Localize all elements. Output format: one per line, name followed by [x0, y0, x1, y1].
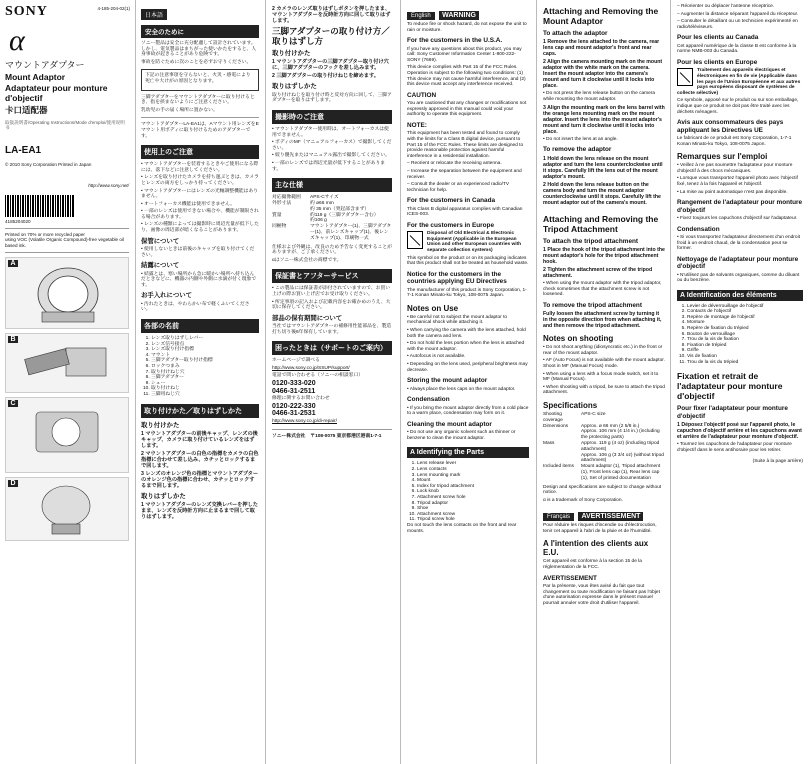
fr-warning-heading: AVERTISSEMENT: [578, 512, 643, 521]
figure-c-label: C: [8, 400, 18, 407]
weee-bin-icon-fr: [677, 68, 693, 86]
ja-attach-subheading: 取り付けかた: [141, 421, 180, 429]
en-attach-step-2: Align the camera mounting mark on the mount adaptor with the white mark on the camera. Insert the mount adaptor into the camera's mount and turn it clockwise until it locks into place.: [543, 59, 663, 90]
mount-adaptor-illustration: [6, 258, 126, 326]
en-spec-note: Design and specifications are subject to change without notice.: [543, 484, 662, 496]
en-parts-title: Identifying the Parts: [416, 449, 485, 457]
en-part-item: 10. Attachment screw: [417, 512, 529, 518]
en-to-attach-heading: To attach the adaptor: [543, 30, 608, 37]
en-parts-list: [407, 461, 529, 523]
ja-support-url[interactable]: http://www.sony.co.jp/SSUP/support/: [272, 365, 350, 371]
en-condensation-heading: Condensation: [407, 396, 450, 404]
figure-b: [5, 333, 129, 393]
en-caution-heading: CAUTION: [407, 91, 437, 99]
fr-weee-title: Traitement des appareils électriques et électroniques en fin de vie (Applicable dans les pays de l'Union Européenne et aux autres pays européens disposant de systèmes de collecte sélective): [677, 68, 801, 96]
ja-tripod-attach: 取り付けかた: [272, 50, 311, 57]
barcode: [5, 195, 75, 217]
fr-part-item: 4. Monture: [687, 320, 803, 326]
figure-c: [5, 397, 129, 473]
sony-url: http://www.sony.net/: [88, 183, 129, 189]
title-japanese: マウントアダプター: [5, 60, 85, 70]
en-to-remove-heading: To remove the adaptor: [543, 146, 612, 154]
spec-value: Approx. ø 66 mm (2 5/8 in.): [581, 423, 640, 429]
en-tripod-step-1: Place the hook of the tripod attachment into the mount adaptor's hole for the tripod attachment hook.: [543, 247, 665, 265]
en-attach-heading: Attaching and Removing the Mount Adaptor: [543, 6, 659, 26]
en-part-item: 1. Lens release lever: [417, 461, 529, 467]
fr-attach-step-1: Déposez l'objectif posé sur l'appareil photo, le capuchon d'objectif arrière et les capuchons avant et arrière de l'adaptateur pour monture d'objectif.: [677, 422, 802, 441]
en-parts-note: Do not touch the lens contacts on the front and rear mounts.: [407, 522, 517, 534]
fr-eu-heading: A l'intention des clients aux E.U.: [543, 539, 649, 558]
ja-condensation-heading: 結露について: [141, 262, 180, 270]
en-tripod-remove-text: Fully loosen the attachment screw by turning it in the opposite direction from when attaching it, and then remove the tripod attachment.: [543, 311, 662, 330]
fr-part-item: 8. Fixation de trépied: [687, 343, 803, 349]
fr-europe-heading: Pour les clients en Europe: [677, 58, 758, 66]
en-part-item: 8. Tripod adaptor: [417, 501, 529, 507]
ja-safety-heading: 安全のために: [141, 25, 259, 38]
en-part-item: 9. Shoe: [417, 506, 529, 512]
en-remove-step-2: Hold down the lens release button on the camera body and turn the mount adaptor counterclockwise until it stops. Carefully lift the mount adaptor out of the camera's mount.: [543, 181, 661, 206]
ja-repair-url[interactable]: http://www.sony.co.jp/di-repair/: [272, 419, 337, 425]
en-shooting-heading: Notes on shooting: [543, 334, 614, 344]
figure-a-label: A: [8, 260, 18, 267]
title-english: Mount Adaptor: [5, 72, 66, 82]
english-column-1: English WARNING To reduce fire or shock hazard, do not expose the unit to rain or moisture. For the customers in the U.S.A. If you have any questions about this product, you may call: Sony Customer Information Center 1-800-222-SONY (7669). This device complies with Part 15 of the FCC Rules. Operation is subject to the following two conditions: (1) This device may not cause harmful interference, and (2) this device must accept any interference received. CAUTION You are cautioned that any changes or modifications not expressly approved in this manual could void your authority to operate this equipment. NOTE: This equipment has been tested and found to comply with the limits for a Class B digital device, pursuant to Part 15 of the FCC Rules. These limits are designed to provide reasonable protection against harmful interference in a residential installation. – Reorient or relocate the receiving antenna. – Increase the separation between the equipment and receiver. – Consult the dealer or an experienced radio/TV technician for help. For the customers in Canada This Class B digital apparatus complies with Canadian ICES-003. For the customers in Europe Disposal of Old Electrical & Electronic Equipment (Applicable in the European Union and other European countries with separate collection systems) This symbol on the product or on its packaging indicates that this product shall not be treated as household waste. Notice for the customers in the countries applying EU Directives The manufacturer of this product is Sony Corporation, 1-7-1 Konan Minato-ku Tokyo, 108-0075 Japan. Notes on Use • Be careful not to subject the mount adaptor to mechanical shock while attaching it. • When carrying the camera with the lens attached, hold both the camera and lens. • Do not hold the lens portion when the lens is attached with the mount adaptor. • Autofocus is not available. • Depending on the lens used, peripheral brightness may decrease. Storing the mount adaptor • Always place the lens caps on the mount adaptor. Condensation • If you bring the mount adaptor directly from a cold place to a warm place, condensation may form on it. Cleaning the mount adaptor • Do not use any organic solvent such as thinner or benzene to clean the mount adaptor. A Identifying the Parts 1. Lens release lever 2. Lens contacts 3. Lens mounting mark 4. Mount 5. Index for tripod attachment 6. Lock knob 7. Attachment screw hole 8. Tripod adaptor 9. Shoe 10. Attachment screw 11. Tripod screw hole Do not touch the lens contacts on the front and rear mounts.: [402, 0, 534, 764]
en-spec-heading: Specifications: [543, 400, 598, 410]
ja-company: ソニー株式会社 〒108-0075 東京都港区港南1-7-1: [272, 433, 382, 439]
fr-part-item: 11. Trou de la vis du trépied: [687, 360, 803, 366]
fr-attach-heading: Fixation et retrait de l'adaptateur pour monture d'objectif: [677, 371, 783, 402]
english-column-2: Attaching and Removing the Mount Adaptor To attach the adaptor 1 Remove the lens attached to the camera, rear lens cap and mount adaptor's front and rear caps. 2 Align the camera mounting mark on the mount adaptor with the white mark on the camera. Insert the mount adaptor into the camera's mount and turn it clockwise until it locks into place. • Do not press the lens release button on the camera while mounting the mount adaptor. 3 Align the mounting mark on the lens barrel with the orange lens mounting mark on the mount adaptor. Insert the lens into the mount adaptor's mount and turn it clockwise until it locks into place. • Do not insert the lens at an angle. To remove the adaptor 1 Hold down the lens release on the mount adaptor and turn the lens counterclockwise until it stops. Carefully lift the lens out of the mount adaptor's mount. 2 Hold down the lens release button on the camera body and turn the mount adaptor counterclockwise until it stops. Carefully lift the mount adaptor out of the camera's mount. Attaching and Removing the Tripod Attachment To attach the tripod attachment 1 Place the hook of the tripod attachment into the mount adaptor's hole for the tripod attachment hook. 2 Tighten the attachment screw of the tripod attachment. • When using the mount adaptor with the tripod adaptor, check sometimes that the attachment screw is not loosened. To remove the tripod attachment Fully loosen the attachment screw by turning it in the opposite direction from when attaching it, and then remove the tripod attachment. Notes on shooting • Do not shoot anything (idiosyncratic etc.) in the front or rear of the mount adaptor. • AF (Auto Focus) is not available with the mount adaptor. Shoot in MF (Manual Focus) mode. • When using a lens with a focus mode switch, set it to MF (Manual Focus). • When shooting with a tripod, be sure to attach the tripod attachment. Specifications Shooting coverage APS-C size Dimensions Approx. ø 66 mm (2 5/8 in.) Approx. 106 mm (4 1/4 in.) (including the protecting parts) Mass Approx. 119 g (4 oz) (including tripod attachment) Approx. 106 g (3 3/4 oz) (without tripod attachment) Included items Mount adaptor (1), Tripod attachment (1), Front lens cap (1), Rear lens cap (1), Set of printed documentation Design and specifications are subject to change without notice. α is a trademark of Sony Corporation. Français AVERTISSEMENT Pour réduire les risques d'incendie ou d'électrocution, tenir cet appareil à l'abri de la pluie et de l'humidité. A l'intention des clients aux E.U. Cet appareil est conforme à la section 15 de la réglementation de la FCC. AVERTISSEMENT Par la présente, vous êtes avisé du fait que tout changement ou toute modification ne faisant pas l'objet d'une autorisation expresse dans le présent manuel pourrait annuler votre droit d'utiliser l'appareil.: [538, 0, 670, 764]
fr-part-item: 1. Levier de déverrouillage de l'objectif: [687, 304, 803, 310]
ja-phone-4: 0466-31-2531: [272, 410, 316, 418]
title-chinese: 卡口适配器: [5, 105, 48, 115]
part-number: 4-185-204-02(1): [97, 6, 130, 11]
fr-canada-heading: Pour les clients au Canada: [677, 34, 759, 42]
ja-usage-heading: 使用上のご注意: [141, 145, 259, 159]
spec-label: [543, 429, 581, 441]
ja-spec-heading: 主な仕様: [272, 178, 392, 192]
fr-part-item: 9. Griffe: [687, 348, 803, 354]
recycled-note-2: using VOC (Volatile Organic Compound)-free vegetable oil based ink.: [5, 237, 124, 248]
tripod-attachment-illustration: [6, 478, 126, 538]
japanese-column-2: 2 カメラのレンズ取りはずしボタンを押したまま、マウントアダプターを反時計方向に回して取りはずします。 三脚アダプターの取り付け方／取りはずし方 取り付けかた 1 マウントアダプターの三脚アダプター取り付け穴に、三脚アダプターのフックを差し込みます。 2 三脚アダプターの取り付けねじを締めます。 取りはずしかた 取り付けねじを取り付け時と反対方向に回して、三脚アダプターを取りはずします。 撮影時のご注意 • マウントアダプター使用時は、オートフォーカスは使用できません。 • ボディのMF（マニュアルフォーカス）で撮影してください。 • 絞り優先またはマニュアル露出で撮影してください。 • 一部のレンズでは周辺光量が低下することがあります。 主な仕様 対応撮像範囲 APS-Cサイズ 外形寸法 約 ø66 mm 約 35 mm（突起部含まず） 質量 約119 g（三脚アダプター含む） 約106 g 同梱物 マウントアダプター(1)、三脚アダプター(1)、前レンズキャップ(1)、後レンズキャップ(1)、印刷物一式 仕様および外観は、改良のため予告なく変更することがありますが、ご了承ください。 αはソニー株式会社の商標です。 保証書とアフターサービス • この製品には保証書が添付されていますので、お買い上げの際お買い上げ店でお受け取りください。 • 所定事項の記入および記載内容をお確かめのうえ、大切に保存してください。 部品の保有期間について 当社ではマウントアダプターの補修用性能部品を、製造打ち切り後6年保有しています。 困ったときは（サポートのご案内） ホームページで調べる http://www.sony.co.jp/SSUP/support/ 電話で問い合わせる（ソニーの相談窓口） 0120-333-020 0466-31-2511 修理に関するお問い合わせ 0120-222-330 0466-31-2531 http://www.sony.co.jp/di-repair/ ソニー株式会社 〒108-0075 東京都港区港南1-7-1: [267, 0, 397, 764]
ja-repair-heading: 部品の保有期間について: [272, 314, 343, 322]
english-tag: English: [407, 12, 435, 20]
en-canada-text: This Class B digital apparatus complies with Canadian ICES-003.: [407, 206, 523, 218]
figure-d: [5, 477, 129, 541]
en-weee-title: Disposal of Old Electrical & Electronic Equipment (Applicable in the European Union and other European countries with separate collection systems): [427, 231, 522, 254]
en-cleaning-heading: Cleaning the mount adaptor: [407, 420, 492, 428]
en-warning-text: To reduce fire or shock hazard, do not expose the unit to rain or moisture.: [407, 22, 527, 33]
en-to-attach-tripod: To attach the tripod attachment: [543, 237, 639, 245]
ja-install-heading: 取り付けかた／取りはずしかた: [141, 404, 259, 418]
attach-adaptor-illustration: [6, 398, 126, 470]
sony-logo: SONY: [5, 4, 48, 19]
spec-label: Mass: [543, 440, 555, 446]
fr-part-item: 6. Bouton de verrouillage: [687, 332, 803, 338]
ja-service-heading: 保証書とアフターサービス: [272, 269, 392, 283]
spec-label: Dimensions: [543, 423, 569, 429]
manual-languages: 取扱説明書/Operating Instructions/Mode d'emploi/使用说明书: [5, 120, 125, 131]
en-part-item: 3. Lens mounting mark: [417, 473, 529, 479]
japanese-column-1: 日本語 安全のために ソニー製品は安全に充分配慮して設計されています。しかし、電気製品はまちがった使いかたをすると、人身事故が起きることがあり危険です。 事故を防ぐために次のことを必ずお守りください。 下記の注意事項を守らないと、火災・感電により死亡や大けがの原因となります。 三脚アダプターをマウントアダプターに取り付けるとき、指を挟まないようにご注意ください。 乳幼児の手の届く場所に置かない。 マウントアダプターLA-EA1は、Aマウント用レンズをEマウント用ボディに取り付けるためのアダプターです。 使用上のご注意 • マウントアダプターを装着するときやご使用になる際には、落下などに注意してください。 • レンズを取り付けたカメラを持ち運ぶときは、カメラとレンズの両方をしっかり持ってください。 • マウントアダプターにはレンズの光軸調整機能はありません。 • オートフォーカス機能は使用できません。 • 一部のレンズは使用できない場合や、機能が制限される場合があります。 • レンズの種類によっては撮影時に周辺光量が低下したり、画像の周辺部が暗くなることがあります。 保管について • 使用しないときは前後のキャップを取り付けてください。 結露について • 結露とは、寒い場所から急に暖かい場所へ持ち込んだときなどに、機器の内側や外側に水滴が付く現象です。 お手入れについて • 汚れたときは、やわらかい布で軽くふいてください。 各部の名前 1. レンズ取りはずしレバー 2. レンズ信号接点 3. レンズ取り付け指標 4. マウント 5. 三脚アダプター取り付け指標 6. ロックつまみ 7. 取り付けねじ穴 8. 三脚アダプター 9. シュー 10. 取り付けねじ 11. 三脚用ねじ穴 取り付けかた／取りはずしかた 取り付けかた 1 マウントアダプターの前後キャップ、レンズの後キャップ、カメラに取り付けているレンズをはずします。 2 マウントアダプターの白色の指標をカメラの白色指標に合わせて差し込み、カチッとロックするまで回します。 3 レンズのオレンジ色の指標とマウントアダプターのオレンジ色の指標に合わせ、カチッとロックするまで回します。 取りはずしかた 1 マウントアダプターのレンズ交換レバーを押したまま、レンズを反時計方向に止まるまで回して取りはずします。: [136, 0, 264, 764]
model-number: LA-EA1: [5, 144, 42, 156]
ja-shooting-heading: 撮影時のご注意: [272, 110, 392, 124]
en-usa-heading: For the customers in the U.S.A.: [407, 37, 503, 45]
copyright: © 2010 Sony Corporation Printed in Japan: [5, 161, 92, 167]
ja-storage-heading: 保管について: [141, 237, 180, 245]
spec-label: Shooting coverage: [543, 411, 563, 423]
fr-part-item: 5. Repère de fixation du trépied: [687, 326, 803, 332]
fr-part-item: 10. Vis de fixation: [687, 354, 803, 360]
spec-value: Approx. 119 g (4 oz) (including tripod attachment): [581, 440, 660, 452]
fr-eu-notice-heading: Avis aux consommateurs des pays appliquant les Directives UE: [677, 119, 784, 134]
en-part-item: 6. Lock knob: [417, 489, 529, 495]
recycled-note-1: Printed on 70% or more recycled paper: [5, 232, 85, 238]
spec-value: Mount adaptor (1), Tripod attachment (1), Front lens cap (1), Rear lens cap (1), Set of printed documentation: [581, 464, 661, 481]
en-remove-step-1: Hold down the lens release on the mount adaptor and turn the lens counterclockwise until it stops. Carefully lift the lens out of the mount adaptor's mount.: [543, 155, 663, 180]
ja-parts-heading: 各部の名前: [141, 319, 259, 333]
alpha-logo: α: [9, 24, 25, 57]
ja-phone-2: 0466-31-2511: [272, 387, 316, 395]
fr-parts-heading: [677, 290, 803, 301]
en-notes-heading: Notes on Use: [407, 303, 459, 313]
en-parts-letter: A: [410, 449, 415, 457]
french-column: – Réorienter ou déplacer l'antenne réceptrice. – Augmenter la distance séparant l'appareil du récepteur. – Consulter le détaillant ou un technicien expérimenté en radio/téléviseurs. Pour les clients au Canada Cet appareil numérique de la classe B est conforme à la norme NMB-003 du Canada. Pour les clients en Europe Traitement des appareils électriques et électroniques en fin de vie (Applicable dans les pays de l'Union Européenne et aux autres pays européens disposant de systèmes de collecte sélective) Ce symbole, apposé sur le produit ou sur son emballage, indique que ce produit ne doit pas être traité avec les déchets ménagers. Avis aux consommateurs des pays appliquant les Directives UE Le fabricant de ce produit est Sony Corporation, 1-7-1 Konan Minato-ku Tokyo, 108-0075 Japon. Remarques sur l'emploi • Veillez à ne pas soumettre l'adaptateur pour monture d'objectif à des chocs mécaniques. • Lorsque vous transportez l'appareil photo avec l'objectif fixé, tenez à la fois l'appareil et l'objectif. • La mise au point automatique n'est pas disponible. Rangement de l'adaptateur pour monture d'objectif • Fixez toujours les capuchons d'objectif sur l'adaptateur. Condensation • Si vous transportez l'adaptateur directement d'un endroit froid à un endroit chaud, de la condensation peut se former. Nettoyage de l'adaptateur pour monture d'objectif • N'utilisez pas de solvants organiques, comme du diluant ou du benzène. A Identification des éléments 1. Levier de déverrouillage de l'objectif 2. Contacts de l'objectif 3. Repère de montage de l'objectif 4. Monture 5. Repère de fixation du trépied 6. Bouton de verrouillage 7. Trou de la vis de fixation 8. Fixation de trépied 9. Griffe 10. Vis de fixation 11. Trou de la vis du trépied Fixation et retrait de l'adaptateur pour monture d'objectif Pour fixer l'adaptateur pour monture d'objectif 1 Déposez l'objectif posé sur l'appareil photo, le capuchon d'objectif arrière et les capuchons avant et arrière de l'adaptateur pour monture d'objectif. • Tournez les capuchons de l'adaptateur pour monture d'objectif dans le sens antihoraire pour les retirer. (Suite à la page arrière): [672, 0, 808, 764]
spec-value: Approx. 106 g (3 3/4 oz) (without tripod attachment): [581, 452, 664, 464]
ja-parts-list: 1. レンズ取りはずしレバー 2. レンズ信号接点 3. レンズ取り付け指標 4. マウント 5. 三脚アダプター取り付け指標 6. ロックつまみ 7. 取り付けねじ穴 8. 三脚アダプター 9. シュー 10. 取り付けねじ 11. 三脚用ねじ穴: [141, 336, 259, 398]
ja-phone-1: 0120-333-020: [272, 380, 316, 388]
fr-part-item: 3. Repère de montage de l'objectif: [687, 315, 803, 321]
en-tripod-heading: Attaching and Removing the Tripod Attachment: [543, 213, 659, 234]
figure-a: [5, 257, 129, 329]
en-canada-heading: For the customers in Canada: [407, 197, 496, 205]
ja-support-heading: 困ったときは（サポートのご案内）: [272, 341, 392, 355]
figure-b-label: B: [8, 336, 18, 343]
fr-parts-title: Identification des éléments: [686, 291, 777, 299]
en-attach-step-1: Remove the lens attached to the camera, rear lens cap and mount adaptor's front and rear caps.: [543, 39, 660, 58]
en-part-item: 5. Index for tripod attachment: [417, 484, 529, 490]
ja-warning-box: 下記の注意事項を守らないと、火災・感電により死亡や大けがの原因となります。: [141, 69, 259, 90]
fr-parts-letter: A: [680, 291, 685, 299]
ja-care-heading: お手入れについて: [141, 292, 192, 300]
en-trademark: α is a trademark of Sony Corporation.: [543, 497, 623, 503]
fr-part-item: 7. Trou de la vis de fixation: [687, 337, 803, 343]
en-attach-step-3: Align the mounting mark on the lens barrel with the orange lens mounting mark on the mount adaptor. Insert the lens into the mount adaptor's mount and turn it clockwise until it locks into place.: [543, 104, 665, 135]
fr-warning2-heading: AVERTISSEMENT: [543, 574, 597, 582]
en-spec-table: [543, 412, 665, 482]
title-french: Adaptateur pour monture d'objectif: [5, 83, 108, 103]
en-tripod-step-2: Tighten the attachment screw of the tripod attachment.: [543, 267, 653, 279]
ja-tripod-remove: 取りはずしかた: [272, 83, 317, 91]
fr-continued: (Suite à la page arrière): [752, 459, 803, 465]
fr-to-attach-heading: Pour fixer l'adaptateur pour monture d'objectif: [677, 405, 788, 420]
en-eu-notice-heading: Notice for the customers in the countries applying EU Directives: [407, 270, 507, 286]
en-part-item: 7. Attachment screw hole: [417, 495, 529, 501]
en-storage-heading: Storing the mount adaptor: [407, 377, 488, 385]
spec-label: [543, 453, 581, 465]
cover-column: [0, 0, 134, 764]
en-to-remove-tripod: To remove the tripod attachment: [543, 301, 642, 309]
en-europe-heading: For the customers in Europe: [407, 221, 494, 229]
en-part-item: 11. Tripod screw hole: [417, 517, 529, 523]
ja-phone-3: 0120-222-330: [272, 402, 316, 410]
en-note-heading: NOTE:: [407, 121, 427, 129]
en-parts-heading: [407, 447, 529, 458]
fr-storage-heading: Rangement de l'adaptateur pour monture d'objectif: [677, 199, 803, 214]
en-warning-heading: WARNING: [439, 11, 479, 20]
fr-cleaning-heading: Nettoyage de l'adaptateur pour monture d'objectif: [677, 255, 799, 271]
barcode-number: 4185204020: [5, 218, 31, 224]
weee-bin-icon: [407, 231, 423, 249]
fr-condensation-heading: Condensation: [677, 225, 720, 233]
figure-d-label: D: [8, 480, 18, 487]
fr-part-item: 2. Contacts de l'objectif: [687, 309, 803, 315]
japanese-tag: 日本語: [141, 9, 167, 20]
ja-spec-table: 対応撮像範囲 APS-Cサイズ 外形寸法 約 ø66 mm 約 35 mm（突起部含まず） 質量 約119 g（三脚アダプター含む） 約106 g 同梱物 マウントアダプター(1)、三脚アダプター(1)、前レンズキャップ(1)、後レンズキャップ(1)、印刷物一式: [272, 195, 392, 241]
spec-label: Included items: [543, 464, 574, 470]
lens-camera-illustration: [6, 334, 126, 390]
ja-tripod-heading: 三脚アダプターの取り付け方／取りはずし方: [272, 26, 390, 46]
spec-value: APS-C size: [581, 411, 606, 417]
fr-notes-heading: Remarques sur l'emploi: [677, 152, 768, 162]
french-tag: Français: [543, 513, 574, 521]
fr-parts-list: [677, 304, 803, 366]
spec-value: Approx. 106 mm (4 1/4 in.) (including the protecting parts): [581, 429, 660, 441]
en-part-item: 2. Lens contacts: [417, 467, 529, 473]
en-part-item: 4. Mount: [417, 478, 529, 484]
ja-detach-subheading: 取りはずしかた: [141, 492, 186, 500]
